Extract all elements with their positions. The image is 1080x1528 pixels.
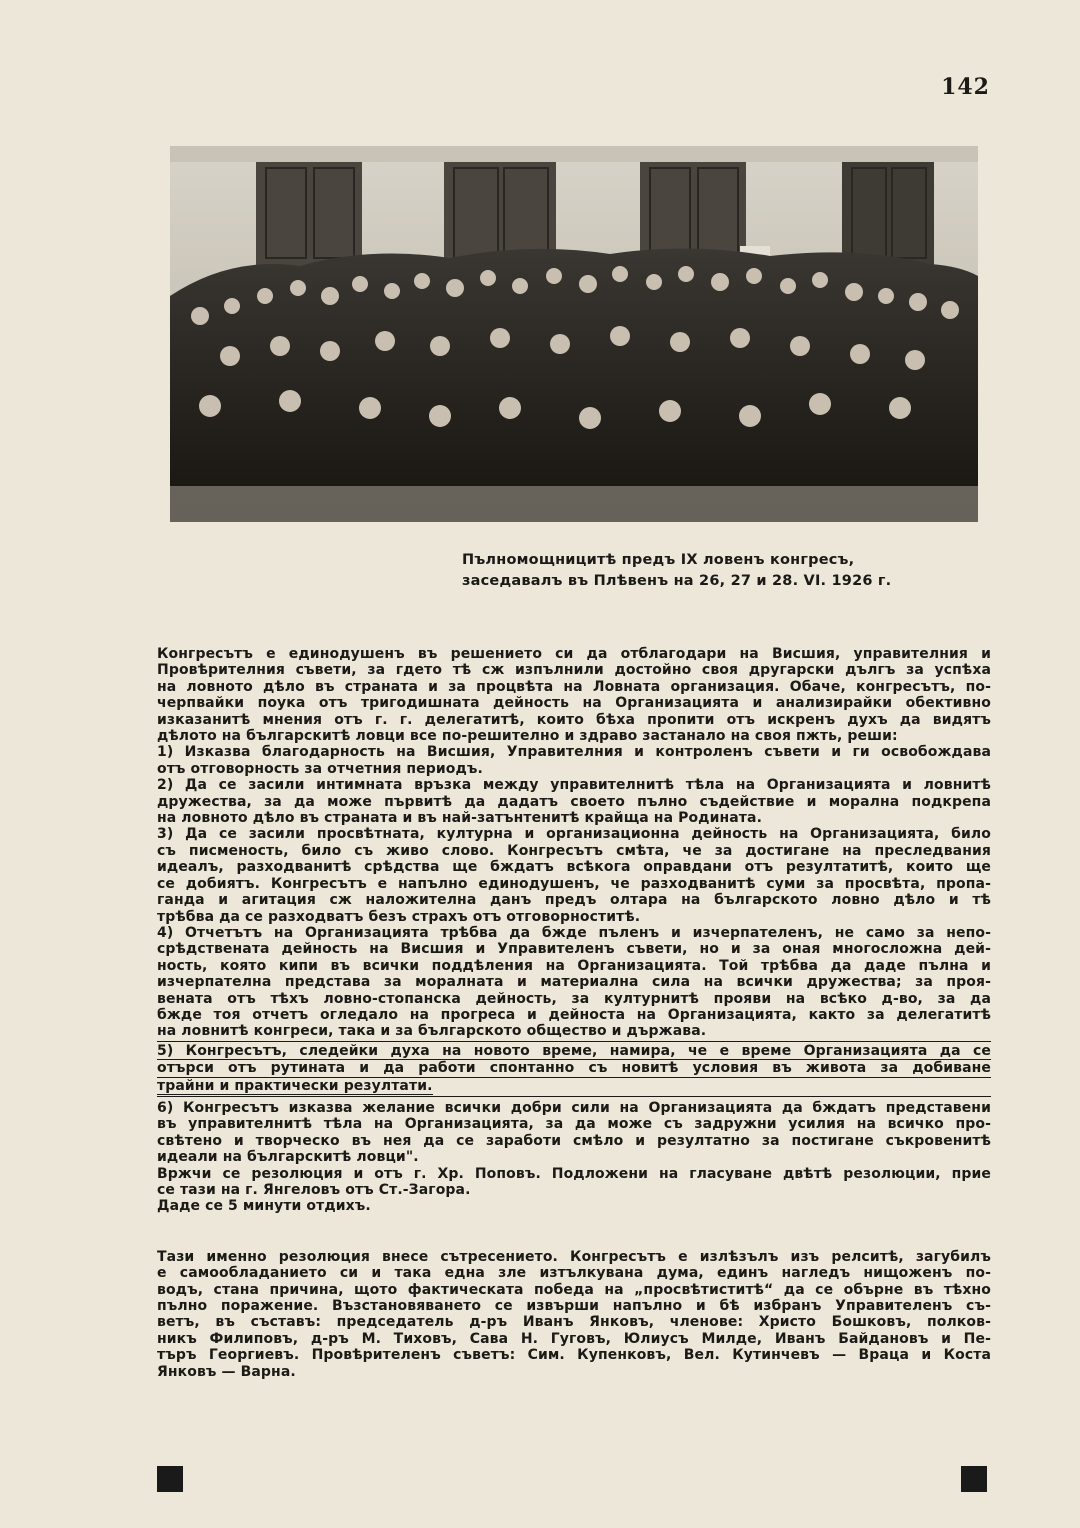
caption-line: Пълномощницитѣ предъ IX ловенъ конгресъ, [462, 552, 855, 568]
text-line: Янковъ — Варна. [157, 1363, 296, 1380]
text-line: отърси отъ рутината и да работи спонтанно съ новитѣ условия въ живота за добиване [157, 1060, 991, 1077]
caption-line: заседавалъ въ Плѣвенъ на 26, 27 и 28. VI. 1926 г. [462, 573, 892, 589]
text-line: е самообладанието си и така една зле изтълкувана дума, единъ нагледъ нищоженъ по- [157, 1265, 991, 1282]
text-line: на ловното дѣло въ страната и въ най-затънтенитѣ крайща на Родината. [157, 810, 762, 827]
text-line: се добиятъ. Конгресътъ е напълно единодушенъ, че разходванитѣ суми за просвѣта, пропа- [157, 875, 991, 892]
page-number: 142 [941, 74, 990, 100]
text-line: трайни и практически резултати. [157, 1077, 433, 1094]
paragraph [157, 925, 991, 1040]
text-line: Вржчи се резолюция и отъ г. Хр. Поповъ. Подложени на гласуване двѣтѣ резолюции, прие [157, 1165, 991, 1182]
paragraph [157, 1249, 991, 1380]
text-line: свѣтено и творческо въ нея да се заработи смѣло и резултатно за постигане съкровенитѣ [157, 1132, 991, 1149]
text-line: ность, която кипи въ всички поддѣления на Организацията. Той трѣбва да даде пълна и [157, 957, 991, 974]
paragraph [157, 1041, 991, 1097]
paragraph [157, 1100, 991, 1166]
text-line: Конгресътъ е единодушенъ въ решението си да отблагодари на Висшия, управителния и [157, 646, 991, 662]
print-registration-mark [157, 1466, 183, 1492]
text-line: отъ отговорность за отчетния периодъ. [157, 760, 483, 777]
text-line: въ управителнитѣ тѣла на Организацията, за да може съ задружни усилия на всичко про- [157, 1116, 991, 1133]
text-line: срѣдствената дейность на Висшия и Управителенъ съвети, но и за оная многосложна дей- [157, 941, 991, 958]
group-photograph-icon [170, 146, 978, 522]
text-line: черпвайки поука отъ тригодишната дейность на Организацията и анализирайки обективно [157, 695, 991, 712]
text-line: търъ Георгиевъ. Провѣрителенъ съветъ: Сим. Купенковъ, Вел. Кутинчевъ — Враца и Коста [157, 1347, 991, 1364]
print-registration-mark [961, 1466, 987, 1492]
text-line: дружества, за да може първитѣ да дадатъ своето пълно съдействие и морална подкрепа [157, 793, 991, 810]
text-line: дѣлото на българскитѣ ловци все по-решително и здраво застанало на своя пжть, реши: [157, 728, 898, 745]
text-line: 6) Конгресътъ изказва желание всички добри сили на Организацията да бждатъ представени [157, 1099, 991, 1116]
text-line: никъ Филиповъ, д-ръ М. Тиховъ, Сава Н. Гуговъ, Юлиусъ Милде, Иванъ Байдановъ и Пе- [157, 1330, 991, 1347]
text-line: изчерпателна представа за моралната и материална сила на всички дружества; за проя- [157, 974, 991, 991]
congress-group-photo [170, 146, 978, 522]
text-line: Даде се 5 минути отдихъ. [157, 1198, 371, 1215]
text-line: ганда и агитация сж наложителна данъ предъ олтара на българското ловно дѣло и тѣ [157, 892, 991, 909]
text-line: идеали на българскитѣ ловци". [157, 1149, 419, 1166]
text-line: Тази именно резолюция внесе сътресението. Конгресътъ е излѣзълъ изъ релситѣ, загубилъ [157, 1248, 991, 1265]
photo-caption [462, 550, 932, 592]
text-line: вената отъ тѣхъ ловно-стопанска дейность, за културнитѣ прояви на всѣко д-во, за да [157, 990, 991, 1007]
text-line: се тази на г. Янгеловъ отъ Ст.-Загора. [157, 1182, 471, 1198]
text-line: 1) Изказва благодарность на Висшия, Управителния и контроленъ съвети и ги освобождава [157, 744, 991, 761]
text-line: 2) Да се засили интимната връзка между управителнитѣ тѣла на Организацията и ловнитѣ [157, 777, 991, 794]
text-line: на ловното дѣло въ страната и за процвѣта на Ловната организация. Обаче, конгресътъ, по- [157, 678, 991, 695]
paragraph [157, 826, 991, 924]
text-line: 3) Да се засили просвѣтната, културна и организационна дейность на Организацията, било [157, 826, 991, 843]
resolution-text [157, 646, 991, 1380]
text-line: трѣбва да се разходватъ безъ страхъ отъ отговорноститѣ. [157, 908, 641, 925]
text-line: на ловнитѣ конгреси, така и за българското общество и държава. [157, 1023, 707, 1040]
text-line: идеалъ, разходванитѣ срѣдства ще бждатъ всѣкога оправдани отъ резултатитѣ, които ще [157, 859, 991, 876]
paragraph [157, 646, 991, 744]
text-line: пълно поражение. Възстановяването се извърши напълно и бѣ избранъ Управителенъ съ- [157, 1298, 991, 1315]
paragraph [157, 1166, 991, 1199]
text-line: Провѣрителния съвети, за гдето тѣ сж изпълнили достойно своя другарски дългъ за успѣха [157, 662, 991, 679]
text-line: съ писменость, било съ живо слово. Конгресътъ смѣта, че за достигане на преследвания [157, 842, 991, 859]
text-line: ветъ, въ съставъ: председатель д-ръ Иванъ Янковъ, членове: Христо Бошковъ, полков- [157, 1314, 991, 1331]
text-line: 4) Отчетътъ на Организацията трѣбва да бжде пъленъ и изчерпателенъ, не само за непо- [157, 924, 991, 941]
text-line: бжде тоя отчетъ огледало на прогреса и дейноста на Организацията, както за делегатитѣ [157, 1006, 991, 1023]
text-line: изказанитѣ мнения отъ г. г. делегатитѣ, които бѣха пропити отъ искренъ духъ да видятъ [157, 711, 991, 728]
text-line: водъ, стана причина, щото фактическата победа на „просвѣтиститѣ“ да се обърне въ тѣхно [157, 1281, 991, 1298]
section-gap [157, 1215, 991, 1249]
text-line: 5) Конгресътъ, следейки духа на новото време, намира, че е време Организацията да се [157, 1042, 991, 1059]
paragraph [157, 777, 991, 826]
paragraph [157, 744, 991, 777]
paragraph [157, 1198, 991, 1214]
